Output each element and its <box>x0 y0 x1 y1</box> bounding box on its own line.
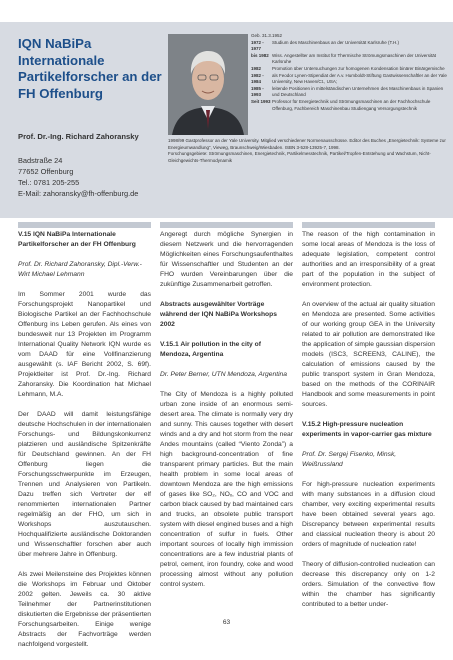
column-2 <box>160 230 293 600</box>
bio-year: 1972 - 1977 <box>251 39 264 52</box>
paragraph: An overview of the actual air quality situation en Mendoza are presented. Some activities of our working group GEA in the University related to air pollution are demonstrated like the application of simple gaussian dispersion models (ISC3, SCREEN3, CALINE), the calculation of emissions caused by the public transport system in Gran Mendoza, based on the methods of the CORINAIR Handbook and some measurements in point sources. <box>302 301 435 408</box>
paragraph: The reason of the high contamination in some local areas of Mendoza is the loss of adequate legislation, competent control authorities and an irresponsibility of a great part of the population in the subject of environment protection. <box>302 231 435 288</box>
bio-year: 1982 - 1984 <box>251 72 264 85</box>
header-panel <box>0 22 453 218</box>
section-title: V.15.2 High-pressure nucleation experiments in vapor-carrier gas mixture <box>302 421 432 438</box>
address-city: 77652 Offenburg <box>18 167 74 176</box>
author-name: Prof. Dr.-Ing. Richard Zahoransky <box>18 132 139 141</box>
subheading: Abstracts ausgewählter Vorträge während der IQN NaBiPa Workshops 2002 <box>160 301 277 328</box>
page-number: 63 <box>222 619 231 626</box>
title-line: Partikelforscher an der <box>18 69 162 84</box>
bio-note: Forschungsgebiete: Strömungsmaschinen, Energietechnik, Partikelmesstechnik, Partikel/Tropfen-Entstehung und Wachstum, Nicht-Gleichgewichts-Thermodynamik <box>168 151 431 163</box>
title-line: IQN NaBiPa <box>18 36 92 51</box>
bio-entry <box>251 53 447 66</box>
section-author: Dr. Peter Berner, UTN Mendoza, Argentina <box>160 371 287 378</box>
email: E-Mail: zahoransky@fh-offenburg.de <box>18 189 139 198</box>
paragraph: Angeregt durch mögliche Synergien in diesem Netzwerk und die hervorragenden Möglichkeiten eines Forschungsaufenthaltes für Wissenschaftler und Studenten an der FHO wurden Vereinbarungen über die zukünftige Zusammenarbeit getroffen. <box>160 231 293 288</box>
paragraph: Der DAAD will damit leistungsfähige deutsche Hochschulen in der internationalen Forschungs- und Bildungskonkurrenz platzieren und ausländische Spitzenkräfte für Deutschland gewinnen. An der FH Offenburg liegen die Forschungsschwerpunkte im Erzeugen, Trennen und Analysieren von Partikeln. Dazu treffen sich Vertreter der elf renommierten internationalen Partner regelmäßig an der FHO, um sich in Workshops auszutauschen. Hochqualifizierte ausländische Doktoranden und Wissenschaftler forschen aber auch über mehrere Jahre in Offenburg. <box>18 411 151 558</box>
paragraph: Theory of diffusion-controlled nucleation can decrease this discrepancy only on 1-2 orders. Simulation of the convective flow within the chamber has significantly contributed to a better under- <box>302 561 435 608</box>
column-rule <box>160 222 293 228</box>
bio-text: als Feodor Lynen-Stipendiat der A.v. Humboldt-Stiftung Gastwissenschaftler an der Yale University, New Haven/Ct., USA; <box>272 72 447 85</box>
phone: Tel.: 0781 205-255 <box>18 178 80 187</box>
bio-year: 1982 <box>251 65 262 71</box>
bio-text: Wiss. Angestellter am Institut für Thermische Strömungsmaschinen der Universität Karlsruhe <box>272 52 436 65</box>
article-authors: Prof. Dr. Richard Zahoransky, Dipl.-Verw.-Wirt Michael Lehmann <box>18 261 142 278</box>
column-3 <box>302 230 435 620</box>
bio-notes <box>168 138 447 164</box>
article-title: V.15 IQN NaBiPa Internationale Partikelforscher an der FH Offenburg <box>18 231 136 248</box>
section-title: V.15.1 Air pollution in the city of Mendoza, Argentina <box>160 341 261 358</box>
portrait-photo <box>168 34 248 135</box>
paragraph: The City of Mendoza is a highly polluted urban zone inside of an enormous semi-desert area. The climate is normally very dry and sunny. This causes together with desert winds and a dry and hot storm from the near Andes mountains (called “Viento Zonda”) a high background-concentration of fine transparent primary particles. But the main health problem in some local areas of downtown Mendoza are the high emissions of gases like SO₂, NOₓ, CO and VOC and carbon black caused by bad maintained cars and trucks, an obsolete public transport system with diesel engined buses and a high concentration of sulfur in fuels. Other important sources of locally high immission concentrations are a few industrial plants of petrol, cement, iron foundry, coke and wood processing almost without any pollution control system. <box>160 391 293 588</box>
bio-entry <box>251 73 447 86</box>
column-rule <box>18 222 151 228</box>
contact-block <box>18 155 138 199</box>
bio-note: 1998/99 Gastprofessor an der Yale University. Mitglied verschiedener Normenausschüsse. Editor des Buches „Energietechnik: Systeme zur Energieumwandlung“, Vieweg, Braunschweig/Wiesbaden. ISBN 3-528-13925-7, 1998. <box>168 138 446 150</box>
bio-text: Studium des Maschinenbaus an der Universität Karlsruhe (T.H.) <box>272 39 400 45</box>
bio-list <box>251 33 447 112</box>
bio-text: Professor für Energietechnik und Strömungsmaschinen an der Fachhochschule Offenburg, Fachbereich Maschinenbau Studiengang Versorgungstechnik <box>272 98 431 111</box>
paragraph: For high-pressure nucleation experiments with many substances in a diffusion cloud chamber, very exciting experimental results have been obtained several years ago. Discrepancy between experimental results and classical nucleation theory is about 20 orders of magnitude of nucleation rate! <box>302 481 435 548</box>
section-author: Prof. Dr. Sergej Fisenko, Minsk, Weißrussland <box>302 451 397 468</box>
paragraph: Im Sommer 2001 wurde das Forschungsprojekt Nanopartikel und Biologische Partikel an der Fachhochschule Offenburg ins Leben gerufen. Als eines von bundesweit nur 13 Projekten im Programm International Quality Network IQN wurde es vom DAAD für eine Vollfinanzierung ausgewählt (s. IAF Bericht 2002, S. 69f). Projektleiter ist Prof. Dr.-Ing. Richard Zahoransky. Die Koordination hat Michael Lehmann, M.A. <box>18 291 151 398</box>
address-street: Badstraße 24 <box>18 156 63 165</box>
bio-entry <box>251 66 447 73</box>
bio-entry <box>251 99 447 112</box>
bio-entry <box>251 40 447 53</box>
column-1 <box>18 230 151 660</box>
title-line: FH Offenburg <box>18 85 103 101</box>
column-rule <box>302 222 435 228</box>
paragraph: Als zwei Meilensteine des Projektes können die Workshops im Februar und Oktober 2002 gelten. Jeweils ca. 30 aktive Teilnehmer der Partnerinstitutionen diskutierten die Ergebnisse der präsentierten Forschungsarbeiten. Einige wenige Abstracts der Fachvorträge werden nachfolgend vorgestellt. <box>18 571 151 648</box>
bio-entry <box>251 86 447 99</box>
bio-year: 1985 - 1993 <box>251 85 264 98</box>
bio-year: bis 1982 <box>251 52 269 58</box>
bio-born: Geb. 31.3.1952 <box>251 33 283 38</box>
bio-text: Promotion über Untersuchungen zur homogenen Kondensation binärer Binärgemische <box>272 65 445 71</box>
bio-text: leitende Positionen in mittelständischen Unternehmen des Maschinenbaus in Spanien und Deutschland <box>272 85 444 98</box>
bio-year: Seit 1993 <box>251 98 271 104</box>
title-line: Internationale <box>18 52 105 68</box>
